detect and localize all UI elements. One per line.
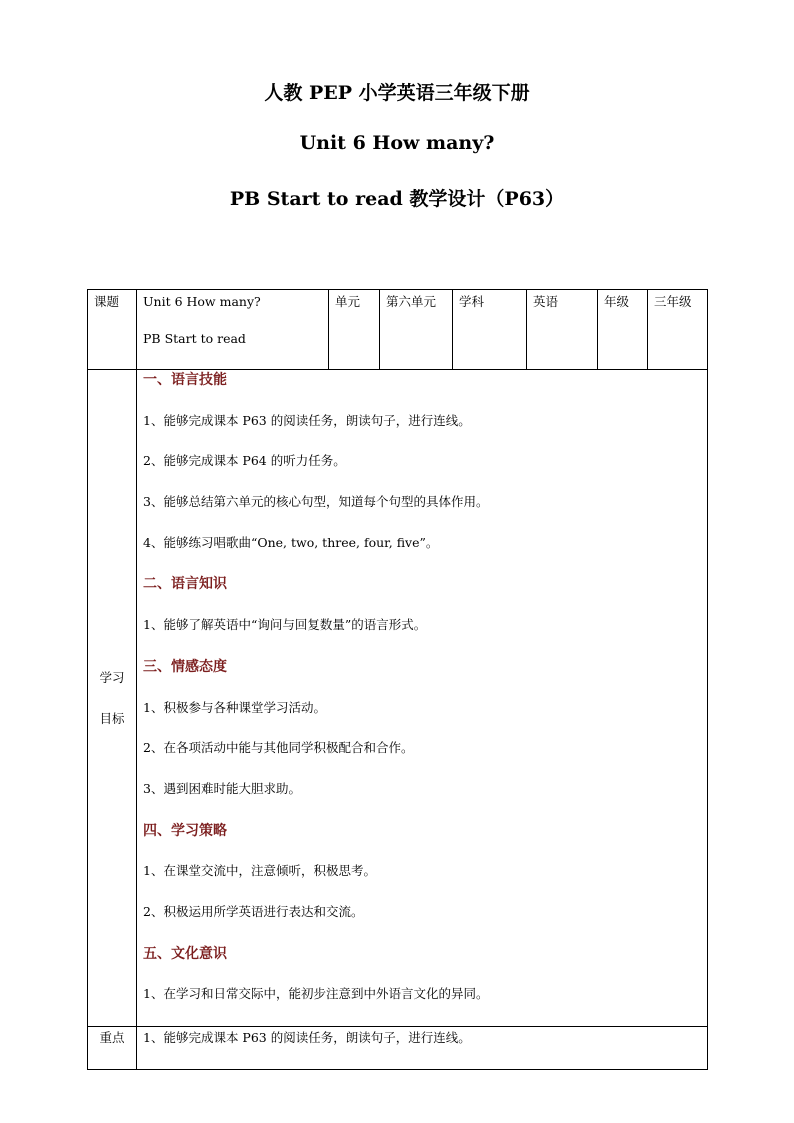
unit-value: 第六单元 [386,294,437,309]
header-row [88,290,708,370]
subject-value-cell [527,290,598,370]
topic-value-cell [137,290,329,370]
objective-item: 4、能够练习唱歌曲“One, two, three, four, five”。 [143,534,439,550]
subject-label: 学科 [459,294,485,309]
objective-item: 1、能够完成课本 P63 的阅读任务，朗读句子，进行连线。 [143,412,471,428]
grade-label: 年级 [604,294,630,309]
objectives-label-line-2: 目标 [99,711,125,726]
key-points-label-cell [88,1027,137,1070]
objective-item: 3、能够总结第六单元的核心句型，知道每个句型的具体作用。 [143,494,489,510]
topic-line-1: Unit 6 How many? [143,294,261,309]
objective-item: 2、积极运用所学英语进行表达和交流。 [143,903,364,919]
objective-item: 2、在各项活动中能与其他同学积极配合和合作。 [143,740,414,756]
unit-label: 单元 [335,294,361,309]
section-heading-attitude: 三、情感态度 [143,658,227,675]
objective-item: 1、在学习和日常交际中，能初步注意到中外语言文化的异同。 [143,986,489,1002]
key-points-label: 重点 [99,1030,125,1045]
objectives-label-line-1: 学习 [99,670,125,685]
grade-value: 三年级 [654,294,692,309]
lesson-title: PB Start to read 教学设计（P63） [229,188,565,210]
section-heading-strategy: 四、学习策略 [143,822,227,839]
subject-label-cell [453,290,527,370]
document-title: 人教 PEP 小学英语三年级下册 [264,82,530,104]
topic-label: 课题 [94,294,120,309]
subject-value: 英语 [533,294,559,309]
objectives-row [88,370,708,1027]
objective-item: 1、在课堂交流中，注意倾听，积极思考。 [143,863,376,879]
grade-label-cell [598,290,648,370]
section-heading-language-skills: 一、语言技能 [143,372,227,388]
unit-label-cell [329,290,380,370]
key-points-content-cell [137,1027,708,1070]
objectives-label-cell [88,370,137,1027]
key-points-row [88,1027,708,1070]
objectives-content-cell [137,370,708,1027]
lesson-plan-table [87,289,708,1070]
section-heading-language-knowledge: 二、语言知识 [143,576,227,593]
topic-label-cell [88,290,137,370]
key-points-text: 1、能够完成课本 P63 的阅读任务，朗读句子，进行连线。 [143,1030,471,1045]
topic-line-2: PB Start to read [143,331,246,346]
objective-item: 1、积极参与各种课堂学习活动。 [143,699,326,715]
objective-item: 1、能够了解英语中“询问与回复数量”的语言形式。 [143,617,427,633]
section-heading-culture: 五、文化意识 [143,945,227,962]
unit-title: Unit 6 How many? [299,132,495,154]
objective-item: 3、遇到困难时能大胆求助。 [143,780,301,796]
unit-value-cell [380,290,453,370]
grade-value-cell [648,290,708,370]
objective-item: 2、能够完成课本 P64 的听力任务。 [143,453,346,469]
